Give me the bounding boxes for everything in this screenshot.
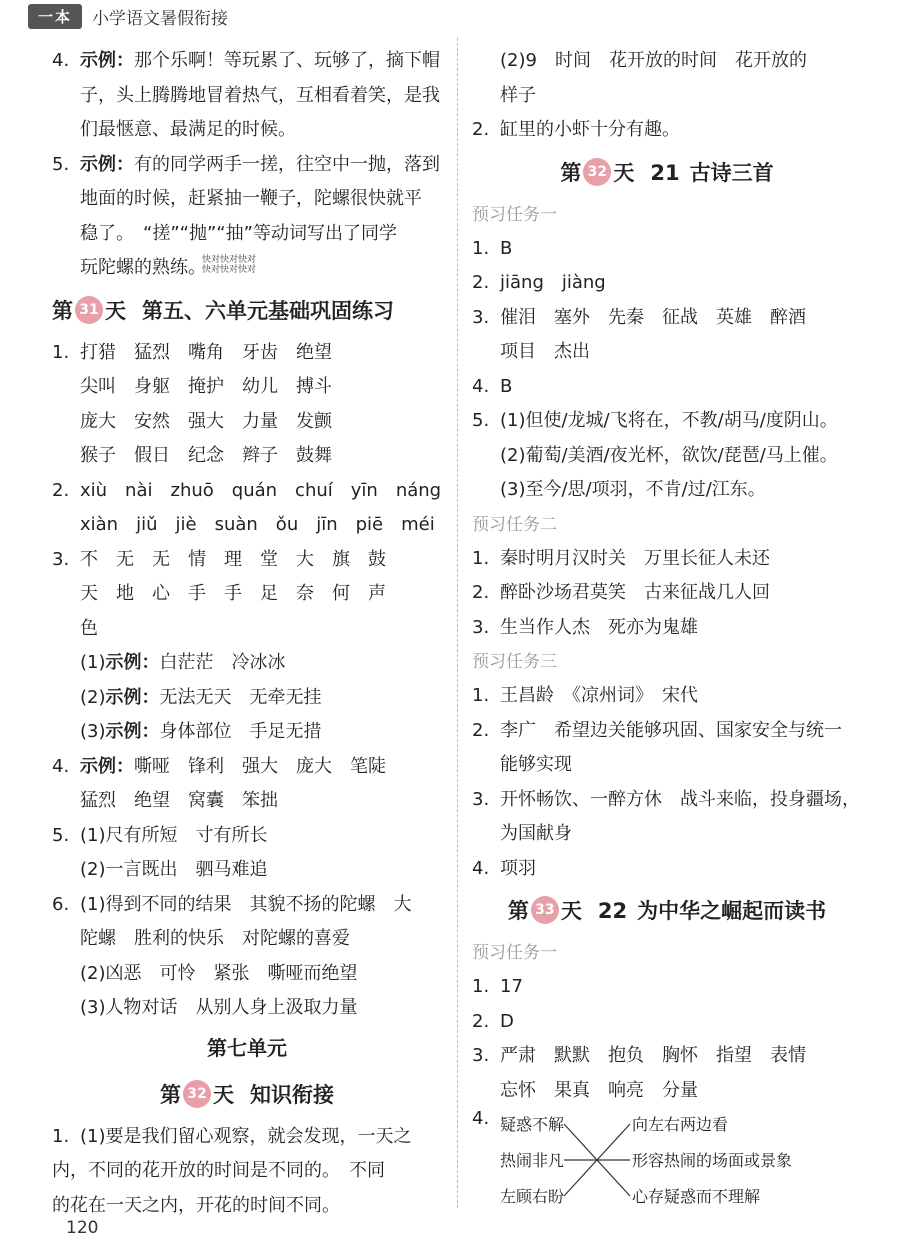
answer-line: 3. 不 无 无 情 理 堂 大 旗 鼓 [52,548,386,570]
answer-line: 为国献身 [500,823,572,844]
match-lines [562,1108,632,1216]
answer-line: 3. 开怀畅饮、一醉方休 战斗来临，投身疆场， [472,788,860,810]
answer-line: 的花在一天之内，开花的时间不同。 [52,1194,340,1216]
day-badge: 32 [183,1080,211,1108]
answer-line: 1. 17 [472,976,523,997]
answer-line: 2. 李广 希望边关能够巩固、国家安全与统一 [472,719,842,741]
answer-line: 6. (1)得到不同的结果 其貌不扬的陀螺 大 [52,893,412,915]
answer-line: 4. 示例：那个乐啊！等玩累了、玩够了，摘下帽 [52,50,440,71]
answer-line: 5. (1)但使/龙城/飞将在，不教/胡马/度阴山。 [472,410,838,431]
match-right-item: 形容热闹的场面或景象 [632,1151,793,1170]
answer-line: 尖叫 身躯 掩护 幼儿 搏斗 [80,376,332,397]
day-badge: 31 [75,296,103,324]
answer-line: 3. 严肃 默默 抱负 胸怀 指望 表情 [472,1045,806,1066]
unit-title: 第七单元 [207,1035,287,1060]
page-header [28,0,228,32]
answer-line: 3. 生当作人杰 死亦为鬼雄 [472,616,698,638]
answer-line: 天 地 心 手 手 足 奈 何 声 [80,583,386,604]
answer-line: 猴子 假日 纪念 辫子 鼓舞 [80,445,332,466]
match-left-item: 热闹非凡 [500,1151,565,1170]
day-badge: 32 [583,158,611,186]
answer-line: 玩陀螺的熟练。 快对快对快对 快对快对快对 [80,255,257,278]
task-heading: 预习任务一 [472,943,557,963]
answer-line: 1. 打猎 猛烈 嘴角 牙齿 绝望 [52,341,332,363]
answer-line: 2. 醉卧沙场君莫笑 古来征战几人回 [472,582,770,603]
answer-line: 稳了。 “搓”“抛”“抽”等动词写出了同学 [80,222,397,244]
section-title-day32-poems: 第 32 天 21 古诗三首 [472,148,862,198]
answer-line: xiàn jiǔ jiè suàn ǒu jīn piē méi [80,514,435,535]
answer-line: 们最惬意、最满足的时候。 [80,119,296,140]
answer-line: (3)至今/思/项羽，不肯/过/江东。 [500,479,766,500]
answer-line: (1)示例：白茫茫 冷冰冰 [80,652,286,673]
answer-line: 能够实现 [500,754,572,775]
matching-exercise: 4. 疑惑不解 热闹非凡 左顾右盼 向左右两边看 形容热闹的场面或景象 心存疑惑而不理解 [472,1108,862,1216]
answer-line: 2. jiāng jiàng [472,272,606,293]
match-left-item: 疑惑不解 [500,1115,565,1134]
section-title-day31: 第 31 天 第五、六单元基础巩固练习 [52,286,442,336]
answer-line: 1. (1)要是我们留心观察，就会发现，一天之 [52,1125,412,1147]
answer-line: 色 [80,617,98,639]
task-heading: 预习任务三 [472,652,557,672]
answer-line: 陀螺 胜利的快乐 对陀螺的喜爱 [80,928,350,949]
answer-line: 样子 [500,84,536,106]
watermark-text: 快对快对快对 快对快对快对 [202,255,257,275]
answer-line: (2)一言既出 驷马难追 [80,859,268,880]
answer-line: 1. 秦时明月汉时关 万里长征人未还 [472,547,770,569]
answer-line: 2. xiù nài zhuō quán chuí yīn náng [52,479,442,501]
answer-line: 4. B [472,375,513,397]
answer-line: 4. 示例：嘶哑 锋利 强大 庞大 笔陡 [52,755,386,777]
answer-line: 2. 缸里的小虾十分有趣。 [472,119,680,140]
answer-line: 1. B [472,237,513,259]
left-column [52,44,442,1223]
series-title: 小学语文暑假衔接 [92,8,229,29]
answer-line: 项目 杰出 [500,341,590,362]
page-number: 120 [66,1218,99,1238]
column-divider [457,38,458,1208]
answer-line: 地面的时候，赶紧抽一鞭子，陀螺很快就平 [80,188,422,209]
answer-line: 4. 项羽 [472,857,536,879]
answer-line: (3)示例：身体部位 手足无措 [80,721,322,742]
section-title-day33: 第 33 天 22 为中华之崛起而读书 [472,886,862,936]
answer-line: 猛烈 绝望 窝囊 笨拙 [80,790,278,811]
match-right-item: 向左右两边看 [632,1115,729,1134]
answer-line: 2. D [472,1010,514,1032]
answer-line: 庞大 安然 强大 力量 发颤 [80,410,332,432]
answer-line: 3. 催泪 塞外 先秦 征战 英雄 醉酒 [472,306,806,328]
match-left-item: 左顾右盼 [500,1187,565,1206]
answer-line: 5. 示例：有的同学两手一搓，往空中一抛，落到 [52,153,440,175]
answer-line: (2)葡萄/美酒/夜光杯，欲饮/琵琶/马上催。 [500,444,838,466]
brand-logo: 一本 [28,4,82,29]
right-column [472,44,862,1216]
task-heading: 预习任务二 [472,514,557,535]
match-right-item: 心存疑惑而不理解 [632,1187,761,1206]
answer-line: (2)示例：无法无天 无牵无挂 [80,686,322,708]
answer-line: 5. (1)尺有所短 寸有所长 [52,824,268,846]
section-title-day32-knowledge: 第 32 天 知识衔接 [52,1070,442,1120]
answer-line: 内，不同的花开放的时间是不同的。 不同 [52,1160,385,1181]
answer-line: 子，头上腾腾地冒着热气，互相看着笑，是我 [80,84,440,106]
task-heading: 预习任务一 [472,204,557,225]
day-badge: 33 [531,896,559,924]
answer-line: 忘怀 果真 响亮 分量 [500,1079,698,1101]
answer-line: (2)凶恶 可怜 紧张 嘶哑而绝望 [80,962,358,984]
answer-line: 1. 王昌龄 《凉州词》 宋代 [472,685,698,706]
answer-line: (3)人物对话 从别人身上汲取力量 [80,997,358,1018]
answer-line: (2)9 时间 花开放的时间 花开放的 [500,50,807,71]
